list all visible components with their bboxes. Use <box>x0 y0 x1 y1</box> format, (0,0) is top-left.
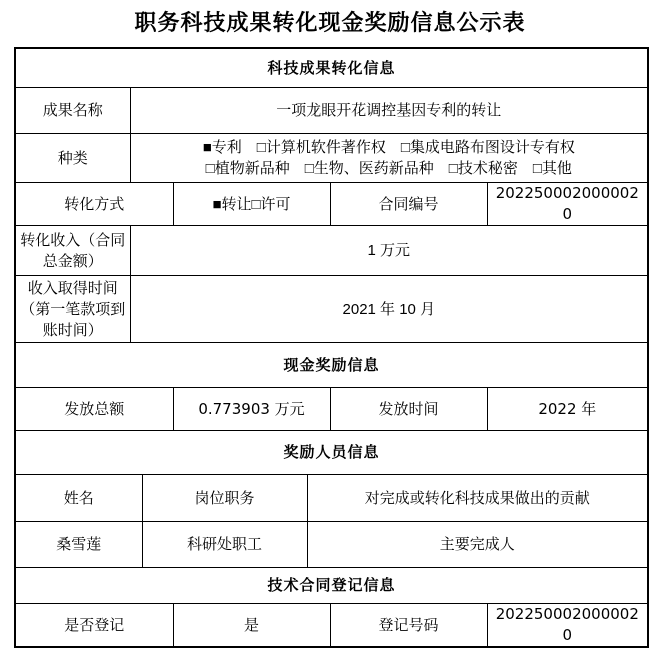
personnel-contribution-value: 主要完成人 <box>307 522 648 568</box>
reward-total-label: 发放总额 <box>15 388 173 431</box>
personnel-header-row <box>15 475 648 522</box>
income-value: 1 万元 <box>130 226 648 276</box>
section-header-row-registration <box>15 568 648 604</box>
contract-no-value: 2022500020000020 <box>487 183 648 226</box>
method-label: 转化方式 <box>15 183 173 226</box>
category-value <box>130 134 648 183</box>
registration-row <box>15 604 648 648</box>
reward-total-value: 0.773903 万元 <box>173 388 330 431</box>
income-time-label: 收入取得时间（第一笔款项到账时间） <box>15 276 130 343</box>
page-title: 职务科技成果转化现金奖励信息公示表 <box>134 10 526 35</box>
method-row <box>15 183 648 226</box>
income-label: 转化收入（合同总金额） <box>15 226 130 276</box>
registered-value: 是 <box>173 604 330 648</box>
reg-no-value: 2022500020000020 <box>487 604 648 648</box>
reg-no-label: 登记号码 <box>330 604 487 648</box>
personnel-name-label: 姓名 <box>15 475 142 522</box>
contract-no-label: 合同编号 <box>330 183 487 226</box>
personnel-post-label: 岗位职务 <box>142 475 307 522</box>
reward-time-label: 发放时间 <box>330 388 487 431</box>
section-header-row-personnel <box>15 431 648 475</box>
category-row <box>15 134 648 183</box>
form-table <box>14 47 649 648</box>
result-name-label: 成果名称 <box>15 88 130 134</box>
section-header-transform: 科技成果转化信息 <box>15 48 648 88</box>
result-name-row <box>15 88 648 134</box>
reward-row <box>15 388 648 431</box>
section-header-registration: 技术合同登记信息 <box>15 568 648 604</box>
section-header-row-reward <box>15 343 648 388</box>
category-checkbox-line-2: □植物新品种 □生物、医药新品种 □技术秘密 □其他 <box>205 160 572 177</box>
personnel-post-value: 科研处职工 <box>142 522 307 568</box>
reward-time-value: 2022 年 <box>487 388 648 431</box>
personnel-name-value: 桑雪莲 <box>15 522 142 568</box>
method-value: ■转让□许可 <box>173 183 330 226</box>
section-header-row-transform <box>15 48 648 88</box>
result-name-value: 一项龙眼开花调控基因专利的转让 <box>130 88 648 134</box>
category-checkbox-line-1: ■专利 □计算机软件著作权 □集成电路布图设计专有权 <box>202 139 575 156</box>
income-row <box>15 226 648 276</box>
section-header-reward: 现金奖励信息 <box>15 343 648 388</box>
personnel-contribution-label: 对完成或转化科技成果做出的贡献 <box>307 475 648 522</box>
income-time-row <box>15 276 648 343</box>
personnel-data-row <box>15 522 648 568</box>
registered-label: 是否登记 <box>15 604 173 648</box>
income-time-value: 2021 年 10 月 <box>130 276 648 343</box>
category-label: 种类 <box>15 134 130 183</box>
section-header-personnel: 奖励人员信息 <box>15 431 648 475</box>
